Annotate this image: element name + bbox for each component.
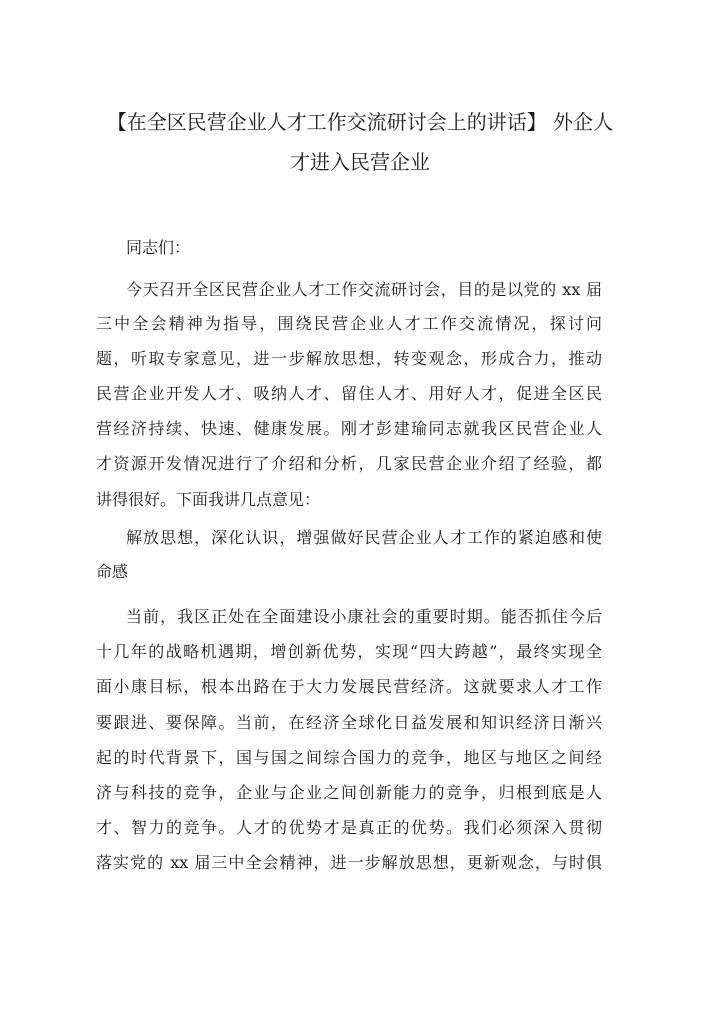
paragraph-1-line: 营经济持续、快速、健康发展。刚才彭建瑜同志就我区民营企业人 [96, 419, 602, 438]
document-title [100, 102, 620, 182]
salutation: 同志们： [126, 238, 191, 257]
paragraph-2-line: 要跟进、要保障。当前，在经济全球化日益发展和知识经济日渐兴 [96, 713, 602, 732]
section-heading-line: 解放思想，深化认识，增强做好民营企业人才工作的紧迫感和使 [126, 528, 602, 547]
section-heading-line: 命感 [96, 562, 129, 581]
paragraph-2-line: 当前，我区正处在全面建设小康社会的重要时期。能否抓住今后 [126, 607, 602, 626]
title-line-1: 【在全区民营企业人才工作交流研讨会上的讲话】 外企人 [106, 110, 614, 134]
paragraph-1-line: 今天召开全区民营企业人才工作交流研讨会，目的是以党的 xx 届 [126, 280, 602, 299]
paragraph-1-line: 三中全会精神为指导，围绕民营企业人才工作交流情况，探讨问 [96, 314, 602, 333]
paragraph-2-line: 济与科技的竞争，企业与企业之间创新能力的竞争，归根到底是人 [96, 783, 602, 802]
paragraph-1-line: 题，听取专家意见，进一步解放思想，转变观念，形成合力，推动 [96, 349, 602, 368]
title-line-2: 才进入民营企业 [290, 150, 430, 174]
paragraph-1-line: 才资源开发情况进行了介绍和分析，几家民营企业介绍了经验，都 [96, 454, 602, 473]
paragraph-1-line: 讲得很好。下面我讲几点意见： [96, 490, 321, 509]
paragraph-2-line: 才、智力的竞争。人才的优势才是真正的优势。我们必须深入贯彻 [96, 818, 602, 837]
paragraph-2-line: 落实党的 xx 届三中全会精神，进一步解放思想，更新观念，与时俱 [96, 853, 602, 872]
paragraph-2-line: 十几年的战略机遇期，增创新优势，实现“四大跨越”，最终实现全 [96, 642, 602, 661]
paragraph-2-line: 面小康目标，根本出路在于大力发展民营经济。这就要求人才工作 [96, 677, 602, 696]
paragraph-2-line: 起的时代背景下，国与国之间综合国力的竞争，地区与地区之间经 [96, 748, 602, 767]
paragraph-1-line: 民营企业开发人才、吸纳人才、留住人才、用好人才，促进全区民 [96, 384, 602, 403]
